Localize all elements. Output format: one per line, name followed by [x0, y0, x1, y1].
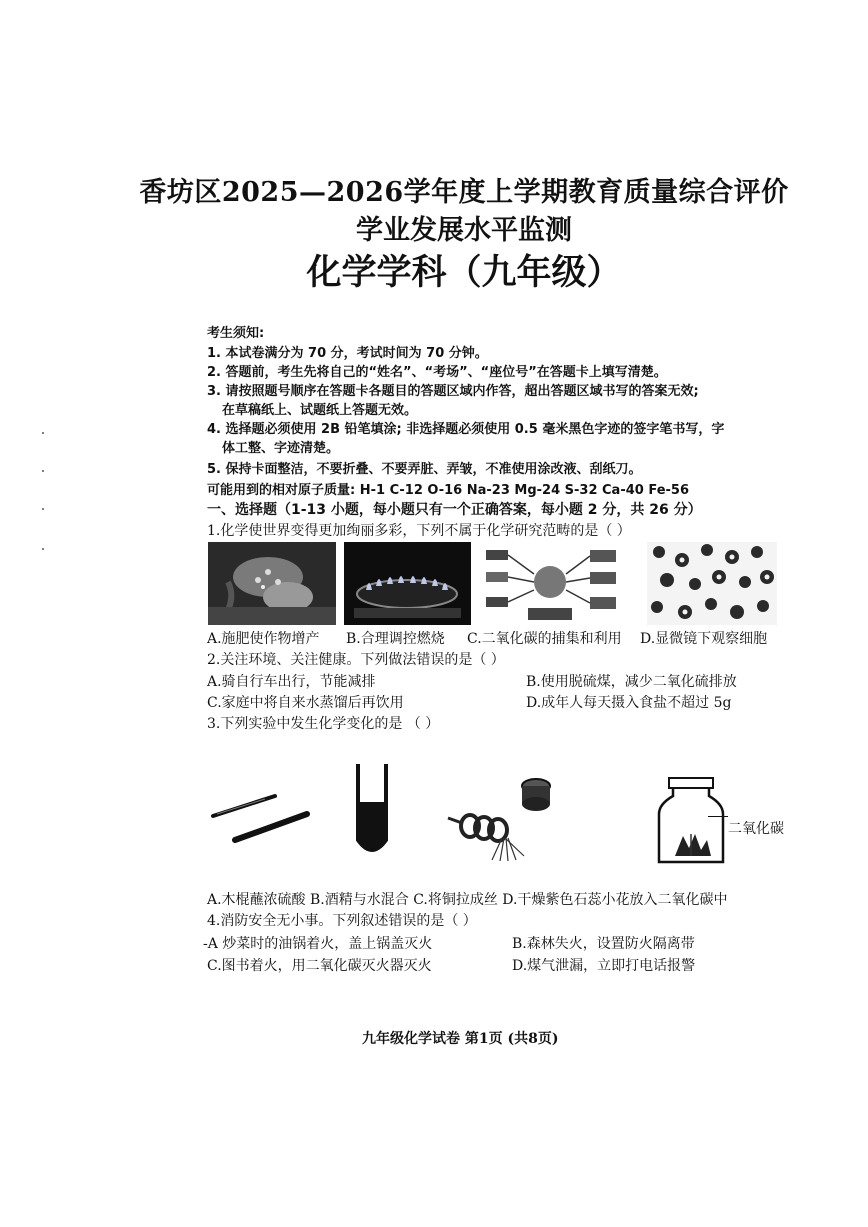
q1-option-d: D.显微镜下观察细胞 [640, 631, 768, 647]
photo-microscope-cells [647, 542, 777, 625]
notice-heading: 考生须知: [207, 326, 265, 341]
notice-item: 体工整、字迹清楚。 [222, 441, 340, 456]
question-3-stem: 3.下列实验中发生化学变化的是 （ ） [207, 716, 440, 732]
question-1-stem: 1.化学使世界变得更加绚丽多彩，下列不属于化学研究范畴的是（ ） [207, 523, 631, 539]
exam-title-line1: 香坊区2025—2026学年度上学期教育质量综合评价 [139, 177, 789, 208]
q1-option-b: B.合理调控燃烧 [346, 631, 445, 647]
photo-co2-capture-diagram [478, 542, 623, 625]
figure-copper-wire [440, 768, 565, 863]
q4-option-c: C.图书着火，用二氧化碳灭火器灭火 [207, 958, 432, 974]
figure-test-tube [352, 760, 392, 862]
margin-dot [42, 432, 44, 434]
question-4-stem: 4.消防安全无小事。下列叙述错误的是（ ） [207, 913, 477, 929]
q4-option-b: B.森林失火，设置防火隔离带 [512, 936, 695, 952]
q2-option-d: D.成年人每天摄入食盐不超过 5g [526, 695, 732, 711]
q4-option-a: -A 炒菜时的油锅着火，盖上锅盖灭火 [203, 936, 433, 952]
q2-option-c: C.家庭中将自来水蒸馏后再饮用 [207, 695, 404, 711]
notice-item: 1. 本试卷满分为 70 分，考试时间为 70 分钟。 [207, 346, 488, 361]
section-heading: 一、选择题（1-13 小题，每小题只有一个正确答案，每小题 2 分，共 26 分） [207, 502, 702, 518]
q1-option-c: C.二氧化碳的捕集和利用 [467, 631, 622, 647]
q1-option-a: A.施肥使作物增产 [207, 631, 320, 647]
q2-option-a: A.骑自行车出行，节能减排 [207, 674, 376, 690]
photo-gas-burner [344, 542, 471, 625]
label-co2: 二氧化碳 [728, 821, 784, 837]
notice-item: 2. 答题前，考生先将自己的“姓名”、“考场”、“座位号”在答题卡上填写清楚。 [207, 365, 667, 380]
label-leader-line [708, 816, 728, 817]
figure-sticks-sulfuric-acid [205, 758, 315, 848]
notice-item: 5. 保持卡面整洁，不要折叠、不要弄脏、弄皱，不准使用涂改液、刮纸刀。 [207, 462, 642, 477]
figure-gas-jar-flowers [655, 776, 727, 868]
q3-options: A.木棍蘸浓硫酸 B.酒精与水混合 C.将铜拉成丝 D.干燥紫色石蕊小花放入二氧化碳中 [207, 892, 728, 908]
notice-item: 在草稿纸上、试题纸上答题无效。 [222, 403, 418, 418]
question-2-stem: 2.关注环境、关注健康。下列做法错误的是（ ） [207, 652, 505, 668]
page-footer: 九年级化学试卷 第1页 (共8页) [362, 1031, 559, 1047]
exam-title-line2: 学业发展水平监测 [356, 215, 572, 246]
notice-item: 4. 选择题必须使用 2B 铅笔填涂; 非选择题必须使用 0.5 毫米黑色字迹的签字笔书写，字 [207, 422, 725, 437]
margin-dot [42, 508, 44, 510]
margin-dot [42, 548, 44, 550]
notice-item: 3. 请按照题号顺序在答题卡各题目的答题区域内作答，超出答题区域书写的答案无效; [207, 384, 699, 399]
atomic-masses: 可能用到的相对原子质量: H-1 C-12 O-16 Na-23 Mg-24 S-32 Ca-40 Fe-56 [207, 483, 690, 498]
margin-dot [42, 470, 44, 472]
photo-fertilizer-hand [208, 542, 336, 625]
q4-option-d: D.煤气泄漏，立即打电话报警 [512, 958, 696, 974]
exam-subject-title: 化学学科（九年级） [306, 252, 622, 293]
q2-option-b: B.使用脱硫煤，减少二氧化硫排放 [526, 674, 737, 690]
